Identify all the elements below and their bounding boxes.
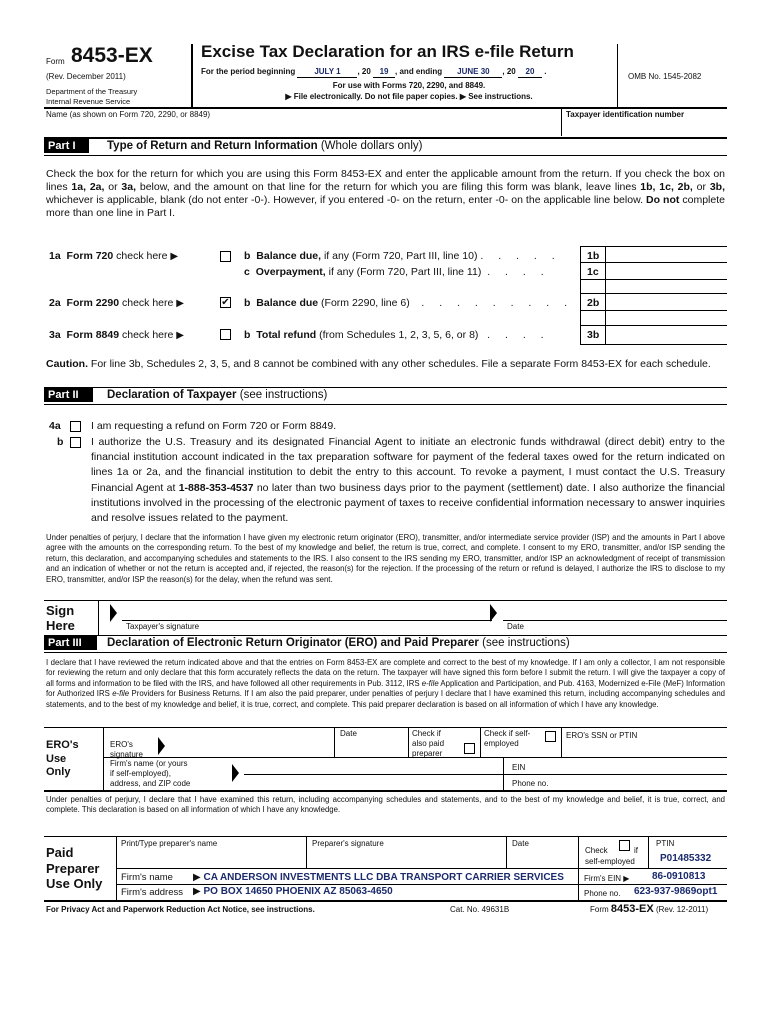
preparer-name-label: Print/Type preparer's name xyxy=(121,839,218,848)
catalog-number: Cat. No. 49631B xyxy=(450,905,510,914)
sign-arrow-icon xyxy=(110,604,117,622)
amount-2b-field[interactable] xyxy=(606,294,726,309)
ero-firm-field[interactable] xyxy=(244,759,499,773)
here-label: Here xyxy=(46,618,75,633)
ero-ssn-ptin-label: ERO's SSN or PTIN xyxy=(566,731,638,740)
firm-address-row: ▶ PO BOX 14650 PHOENIX AZ 85063-4650 xyxy=(193,886,393,897)
ero-firm-label: Firm's name (or yours if self-employed), address, and ZIP code xyxy=(110,759,191,788)
line-2a-label: 2a Form 2290 check here ▶ xyxy=(49,297,184,309)
ero-declaration: I declare that I have reviewed the return indicated above and that the entries on Form 8453-EX are complete and correct to the best of my knowledge. If I am only a collector, I am not responsible for reviewing the return and only declare that this form accurately reflects the data on the return. The taxpayer will have signed this form before I submit the return. I will give the taxpayer a copy of all forms and information to be filed with the IRS, and have followed all other requirements in Pub. 3112, IRS e-file Application and Participation, and Pub. 4163, Modernized e-File (MeF) Information for Authorized IRS e-file Providers for Business Returns. If I am also the paid preparer, under penalties of perjury I declare that I have examined this return, including accompanying schedules and statements, and to the best of my knowledge and belief, it is true, correct, and complete. This paid preparer declaration is based on all information of which I have any knowledge. xyxy=(46,658,725,709)
ero-date-label: Date xyxy=(340,729,357,738)
check-self-employed-label: Check if self- employed xyxy=(484,729,531,748)
ero-heading: ERO's Use Only xyxy=(46,739,79,778)
taxpayer-date-label: Date xyxy=(507,622,524,631)
taxpayer-signature-field[interactable] xyxy=(122,604,487,620)
taxpayer-perjury-statement: Under penalties of perjury, I declare that the information I have given my electronic return originator (ERO), transmitter, and/or intermediate service provider (ISP) and the amounts in Part I above agree with the amounts on the corresponding return. To the best of my knowledge and belief, the return is true, correct, and complete. I consent to my ERO, transmitter, and/or ISP sending the return, this declaration, and accompanying schedules and statements to the IRS. I also consent to the IRS sending my ERO, transmitter, and/or ISP an acknowledgment of receipt of transmission and an indication of whether or not the return is accepted and, if rejected, the reason(s) for the rejection. If the processing of the return or refund is delayed, I authorize the IRS to disclose to my ERO, transmitter, and/or ISP the reason(s) for the delay, when the refund was sent. xyxy=(46,533,725,584)
period-begin[interactable]: JULY 1 xyxy=(297,67,357,78)
tin-field[interactable] xyxy=(566,121,724,135)
part1-badge: Part I xyxy=(44,139,89,153)
omb-number: OMB No. 1545-2082 xyxy=(628,72,702,81)
part2-title: Declaration of Taxpayer (see instructions) xyxy=(107,389,328,401)
line-4a-number: 4a xyxy=(49,420,61,432)
tin-label: Taxpayer identification number xyxy=(566,110,685,119)
preparer-check-label: Check xyxy=(585,846,608,855)
part1-title: Type of Return and Return Information (Whole dollars only) xyxy=(107,140,423,152)
firm-phone-label: Phone no. xyxy=(584,889,621,898)
period-line: For the period beginning JULY 1 , 20 19 , and ending JUNE 30 , 20 20 . xyxy=(201,67,547,76)
ero-signature-label: ERO's signature xyxy=(110,740,143,759)
period-end[interactable]: JUNE 30 xyxy=(444,67,502,78)
form-word: Form xyxy=(46,57,65,66)
taxpayer-signature-label: Taxpayer's signature xyxy=(126,622,200,631)
box-1c-label: 1c xyxy=(587,266,599,278)
ero-ein-label: EIN xyxy=(512,763,526,772)
checkbox-also-paid-preparer[interactable] xyxy=(464,743,475,754)
efile-note: ▶ File electronically. Do not file paper copies. ▶ See instructions. xyxy=(285,92,533,101)
firm-name-label: Firm's name xyxy=(121,872,173,883)
part1-intro: Check the box for the return for which you are using this Form 8453-EX and enter the applicable amount from the return. If you check the box on lines 1a, 2a, or 3a, below, and the amount on that line for the return for which you are filing this form was blank, leave lines 1b, 1c, 2b, or 3b, whichever is applicable, blank (do not enter -0-). However, if you entered -0- on the return, enter -0- on the applicable line below. Do not complete more than one line in Part I. xyxy=(46,168,726,219)
line-3b-label: b Total refund (from Schedules 1, 2, 3, 5, 6, or 8) . . . . xyxy=(244,329,550,341)
date-arrow-icon xyxy=(490,604,497,622)
year-begin[interactable]: 19 xyxy=(373,67,395,78)
ero-phone-label: Phone no. xyxy=(512,779,549,788)
form-number: 8453-EX xyxy=(71,44,153,67)
amount-3b-field[interactable] xyxy=(606,326,726,343)
line-2b-label: b Balance due (Form 2290, line 6) . . . . . . . . . xyxy=(244,297,574,309)
firm-address-label: Firm's address xyxy=(121,887,183,898)
revision-date: (Rev. December 2011) xyxy=(46,72,126,81)
checkbox-4b[interactable] xyxy=(70,437,81,448)
use-with-note: For use with Forms 720, 2290, and 8849. xyxy=(332,81,486,90)
department: Department of the Treasury xyxy=(46,87,138,96)
part3-title: Declaration of Electronic Return Originator (ERO) and Paid Preparer (see instructions) xyxy=(107,637,570,649)
checkbox-form-720[interactable] xyxy=(220,251,231,262)
preparer-date-label: Date xyxy=(512,839,529,848)
amount-1b-field[interactable] xyxy=(606,247,726,262)
part2-badge: Part II xyxy=(44,388,93,402)
privacy-notice: For Privacy Act and Paperwork Reduction Act Notice, see instructions. xyxy=(46,905,315,914)
checkbox-4a[interactable] xyxy=(70,421,81,432)
line-1c-label: c Overpayment, if any (Form 720, Part III, line 11) . . . . xyxy=(244,266,550,278)
ptin-label: PTIN xyxy=(656,839,675,848)
firm-phone-value[interactable]: 623-937-9869opt1 xyxy=(634,886,718,897)
preparer-self-employed-label: self-employed xyxy=(585,857,635,866)
preparer-if-label: if xyxy=(634,846,638,855)
footer-form-id: Form 8453-EX (Rev. 12-2011) xyxy=(590,903,709,915)
checkbox-ero-self-employed[interactable] xyxy=(545,731,556,742)
box-3b-label: 3b xyxy=(587,329,600,341)
preparer-signature-label: Preparer's signature xyxy=(312,839,384,848)
ero-firm-arrow-icon xyxy=(232,764,239,782)
year-end[interactable]: 20 xyxy=(518,67,542,78)
firm-ein-label: Firm's EIN ▶ xyxy=(584,874,630,883)
ero-signature-field[interactable] xyxy=(170,733,330,755)
preparer-perjury-statement: Under penalties of perjury, I declare that I have examined this return, including accompanying schedules and statements, and to the best of my knowledge and belief, it is true, correct, and complete. This declaration is based on all information of which I have any knowledge. xyxy=(46,795,725,815)
amount-1c-field[interactable] xyxy=(606,263,726,278)
checkbox-form-8849[interactable] xyxy=(220,329,231,340)
box-2b-label: 2b xyxy=(587,297,600,309)
taxpayer-date-field[interactable] xyxy=(503,604,723,620)
line-3a-label: 3a Form 8849 check here ▶ xyxy=(49,329,184,341)
checkbox-preparer-self-employed[interactable] xyxy=(619,840,630,851)
part3-badge: Part III xyxy=(44,636,97,650)
firm-name-value[interactable]: CA ANDERSON INVESTMENTS LLC DBA TRANSPORT CARRIER SERVICES xyxy=(203,872,564,883)
firm-ein-value[interactable]: 86-0910813 xyxy=(652,871,706,882)
sign-label: Sign xyxy=(46,603,75,618)
form-title: Excise Tax Declaration for an IRS e-file Return xyxy=(201,42,574,61)
paid-preparer-heading: Paid Preparer Use Only xyxy=(46,845,103,891)
ptin-value[interactable]: P01485332 xyxy=(660,853,712,864)
line-1b-label: b Balance due, if any (Form 720, Part III, line 10) . . . . . xyxy=(244,250,561,262)
line-1a-label: 1a Form 720 check here ▶ xyxy=(49,250,179,262)
check-also-paid-preparer-label: Check if also paid preparer xyxy=(412,729,445,758)
name-field[interactable] xyxy=(46,121,556,135)
line-4b-text: I authorize the U.S. Treasury and its designated Financial Agent to initiate an electronic funds withdrawal (direct debit) entry to the financial institution account indicated in the tax preparation software for payment of the federal taxes owed for the return indicated on lines 1a or 2a, and the financial institution to debit the entry to this account. To revoke a payment, I must contact the U.S. Treasury Financial Agent at 1-888-353-4537 no later than two business days prior to the payment (settlement) date. I also authorize the financial institutions involved in the processing of the electronic payment of taxes to receive confidential information necessary to answer inquiries and resolve issues related to the payment. xyxy=(91,436,725,525)
name-label: Name (as shown on Form 720, 2290, or 8849) xyxy=(46,110,211,119)
firm-address-value[interactable]: PO BOX 14650 PHOENIX AZ 85063-4650 xyxy=(203,886,393,897)
line-4a-text: I am requesting a refund on Form 720 or Form 8849. xyxy=(91,420,337,432)
caution-note: Caution. For line 3b, Schedules 2, 3, 5, and 8 cannot be combined with any other schedules. File a separate Form 8453-EX for each schedule. xyxy=(46,358,711,370)
box-1b-label: 1b xyxy=(587,250,600,262)
line-4b-number: b xyxy=(57,436,64,448)
agency: Internal Revenue Service xyxy=(46,97,131,106)
firm-name-row: ▶ CA ANDERSON INVESTMENTS LLC DBA TRANSPORT CARRIER SERVICES xyxy=(193,872,564,883)
checkbox-form-2290[interactable]: ✔ xyxy=(221,297,230,308)
ero-sign-arrow-icon xyxy=(158,737,165,755)
